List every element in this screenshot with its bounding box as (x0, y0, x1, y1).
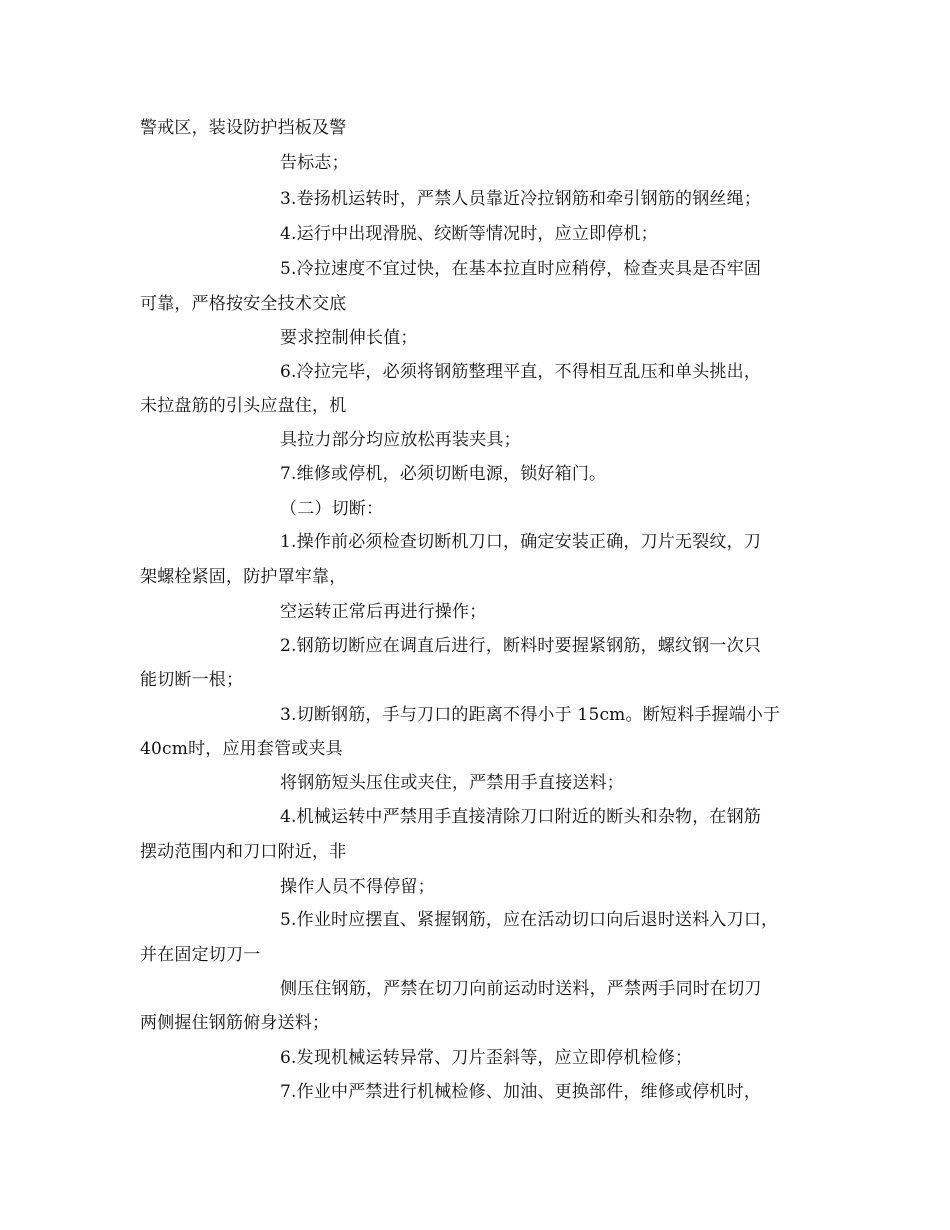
text-line: 5.作业时应摆直、紧握钢筋，应在活动切口向后退时送料入刀口， (280, 910, 779, 930)
text-line: 侧压住钢筋，严禁在切刀向前运动时送料，严禁两手同时在切刀 (280, 979, 762, 999)
text-line: 4.机械运转中严禁用手直接清除刀口附近的断头和杂物，在钢筋 (280, 807, 762, 827)
text-line: 将钢筋短头压住或夹住，严禁用手直接送料； (280, 773, 624, 793)
section-heading: （二）切断： (280, 499, 384, 519)
text-line: 警戒区，装设防护挡板及警 (140, 118, 347, 138)
text-line: 并在固定切刀一 (140, 945, 261, 965)
text-line: 可靠，严格按安全技术交底 (140, 294, 347, 314)
text-line: 4.运行中出现滑脱、绞断等情况时，应立即停机； (280, 224, 658, 244)
text-line: 7.维修或停机，必须切断电源，锁好箱门。 (280, 464, 607, 484)
text-line: 1.操作前必须检查切断机刀口，确定安装正确，刀片无裂纹，刀 (280, 532, 762, 552)
text-line: 6.发现机械运转异常、刀片歪斜等，应立即停机检修； (280, 1048, 693, 1068)
text-line: 操作人员不得停留； (280, 877, 435, 897)
text-line: 两侧握住钢筋俯身送料； (140, 1013, 330, 1033)
text-line: 40cm时，应用套管或夹具 (140, 739, 343, 759)
text-line: 摆动范围内和刀口附近，非 (140, 842, 347, 862)
text-line: 要求控制伸长值； (280, 328, 418, 348)
text-line: 能切断一根； (140, 670, 244, 690)
text-line: 架螺栓紧固，防护罩牢靠， (140, 567, 347, 587)
text-line: 告标志； (280, 153, 349, 173)
text-line: 3.卷扬机运转时，严禁人员靠近冷拉钢筋和牵引钢筋的钢丝绳； (280, 189, 762, 209)
text-line: 2.钢筋切断应在调直后进行，断料时要握紧钢筋，螺纹钢一次只 (280, 636, 762, 656)
text-line: 未拉盘筋的引头应盘住，机 (140, 396, 347, 416)
text-line: 具拉力部分均应放松再装夹具； (280, 430, 521, 450)
text-line: 3.切断钢筋，手与刀口的距离不得小于 15cm。断短料手握端小于 (280, 705, 781, 725)
text-line: 空运转正常后再进行操作； (280, 602, 487, 622)
text-line: 5.冷拉速度不宜过快，在基本拉直时应稍停，检查夹具是否牢固 (280, 259, 762, 279)
text-line: 6.冷拉完毕，必须将钢筋整理平直，不得相互乱压和单头挑出， (280, 362, 762, 382)
text-line: 7.作业中严禁进行机械检修、加油、更换部件，维修或停机时， (280, 1082, 762, 1102)
